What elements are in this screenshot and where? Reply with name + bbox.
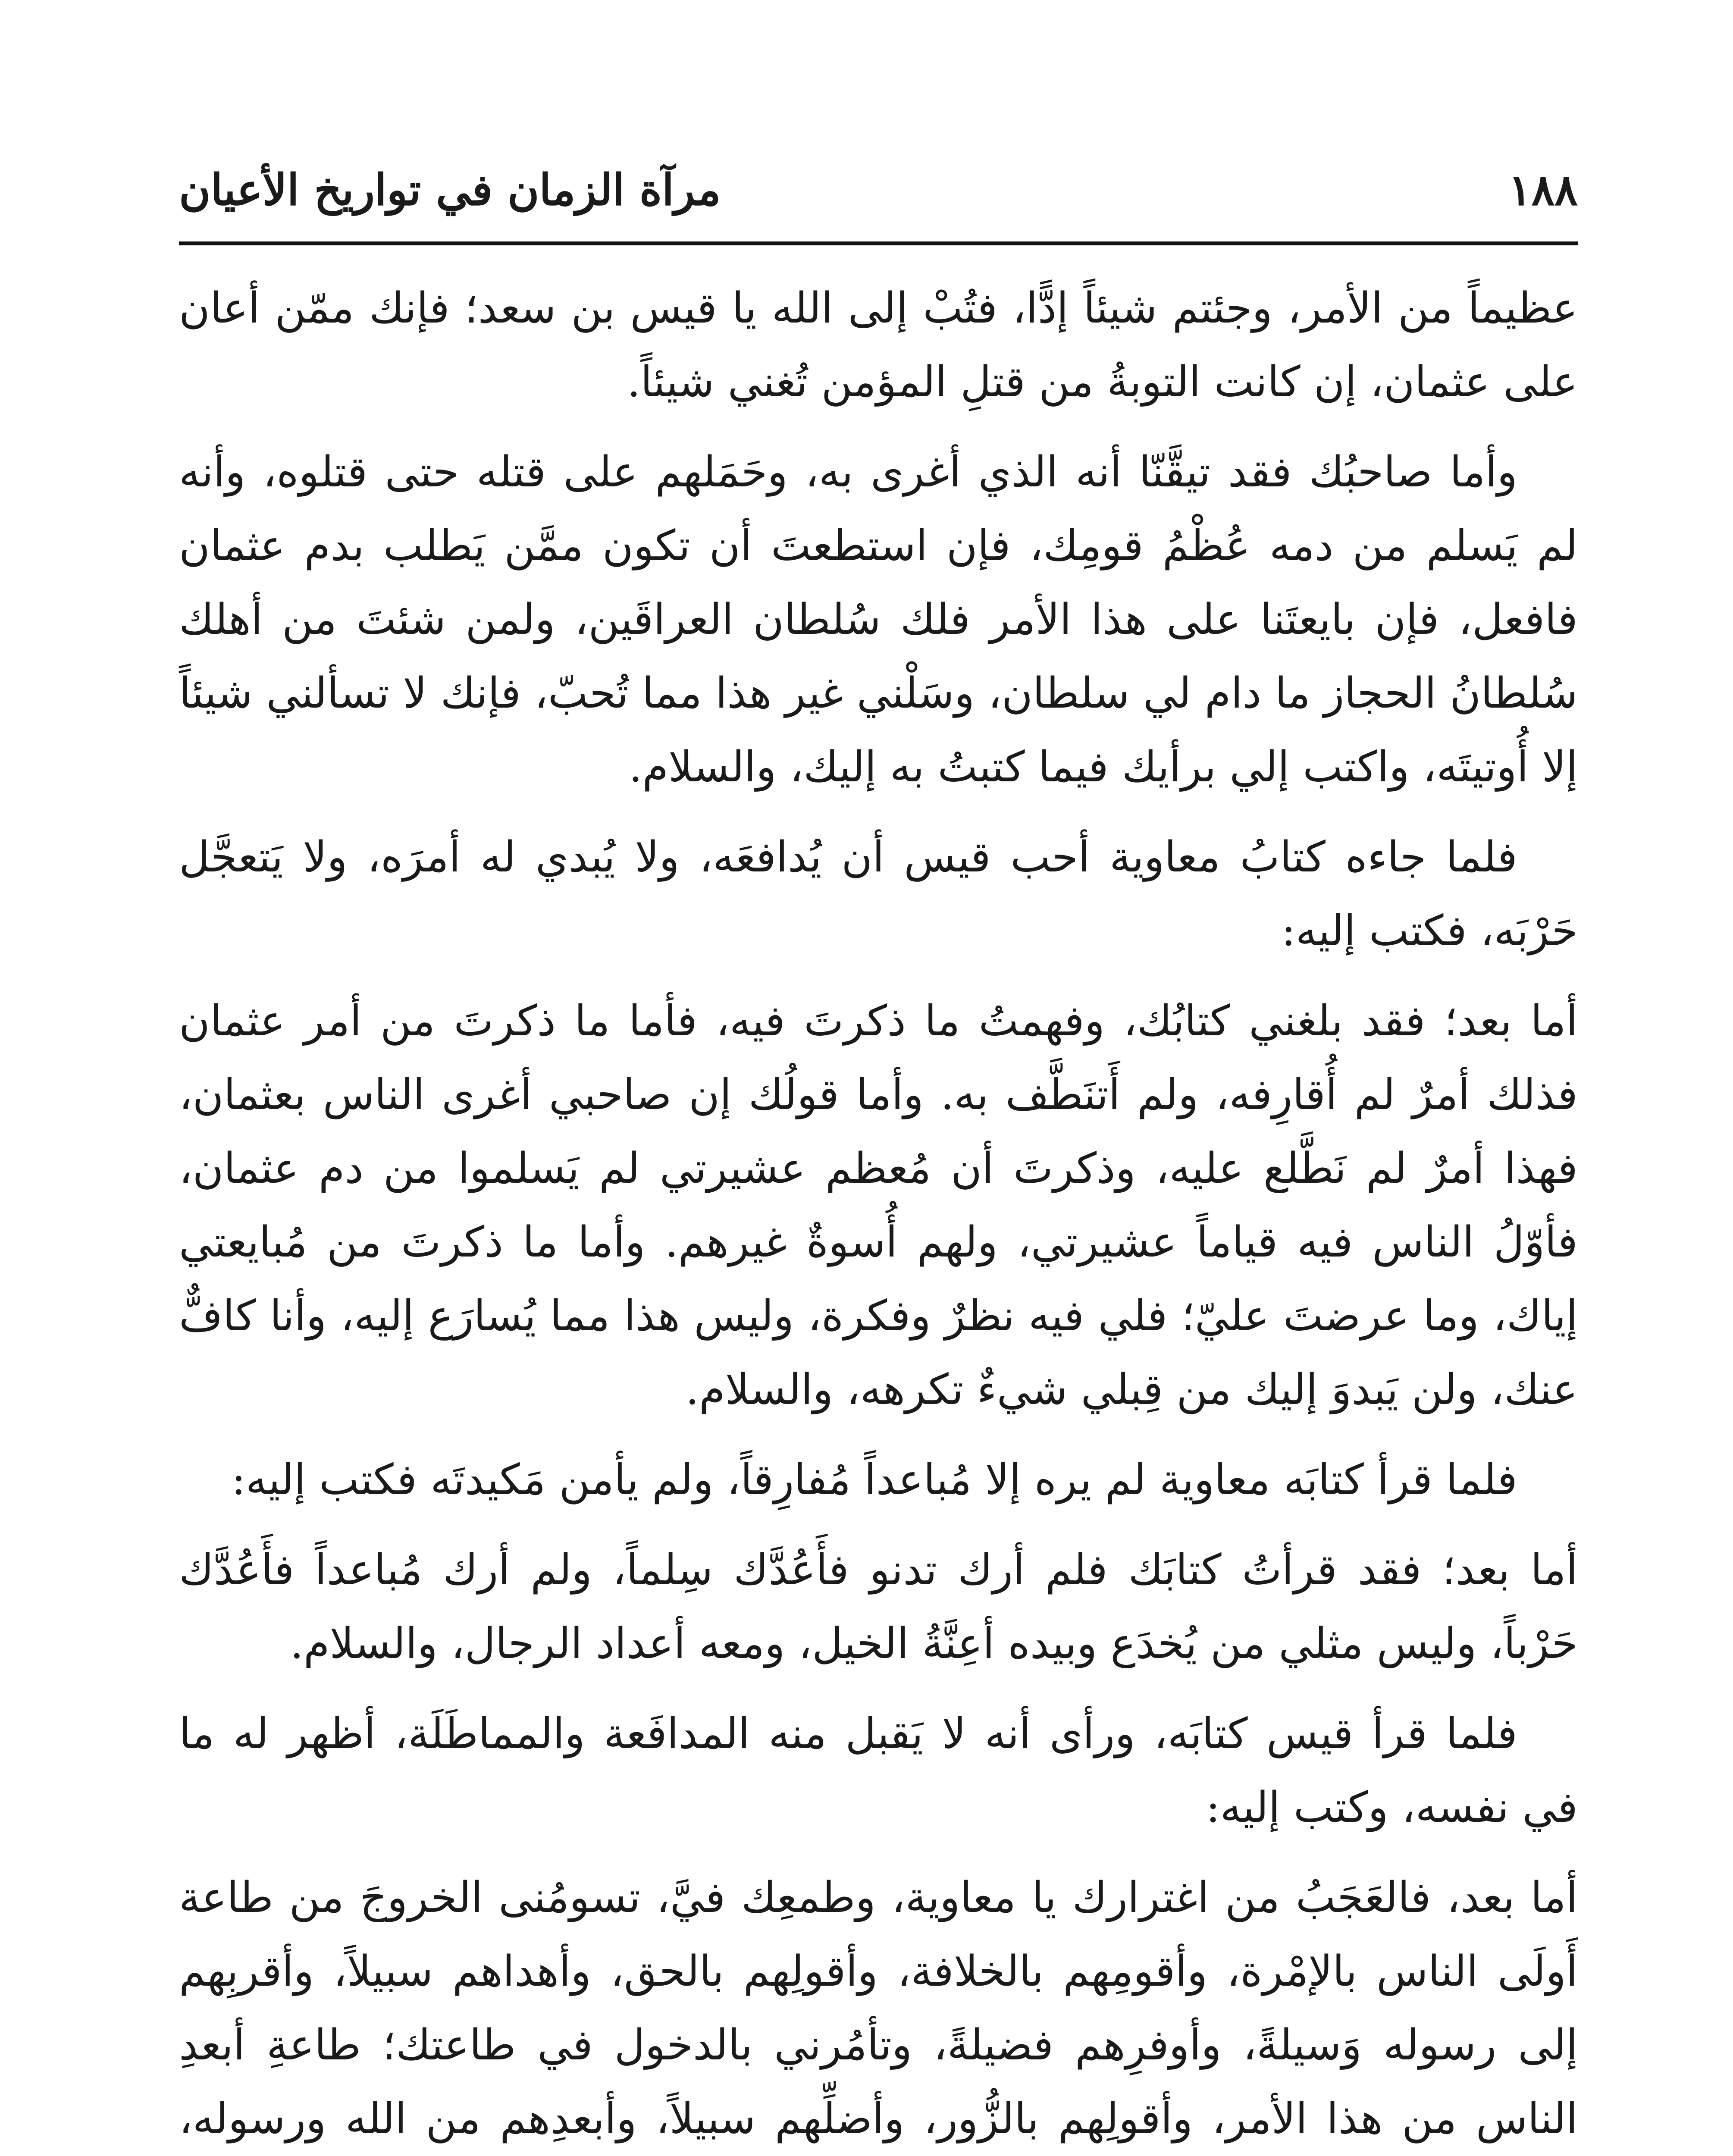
paragraph-7: فلما قرأ قيس كتابَه، ورأى أنه لا يَقبل منه المدافَعة والمماطَلَة، أظهر له ما في نفسه، وكتب إليه: bbox=[179, 1709, 1578, 1832]
paragraph-6-letter: أما بعد؛ فقد قرأتُ كتابَك فلم أرك تدنو فأَعُدَّك سِلماً، ولم أرك مُباعداً فأَعُدَّك حَرْباً، وليس مثلي من يُخدَع وبيده أعِنَّةُ الخيل، ومعه أعداد الرجال، والسلام. bbox=[179, 1545, 1578, 1668]
paragraph-2: وأما صاحبُك فقد تيقَّنّا أنه الذي أغرى به، وحَمَلهم على قتله حتى قتلوه، وأنه لم يَسلم من دمه عُظْمُ قومِك، فإن استطعتَ أن تكون ممَّن يَطلب بدم عثمان فافعل، فإن بايعتَنا على هذا الأمر فلك سُلطان العراقَين، ولمن شئتَ من أهلك سُلطانُ الحجاز ما دام لي سلطان، وسَلْني غير هذا مما تُحبّ، فإنك لا تسألني شيئاً إلا أُوتيتَه، واكتب إلي برأيك فيما كتبتُ به إليك، والسلام. bbox=[179, 448, 1578, 792]
paragraph-4-letter: أما بعد؛ فقد بلغني كتابُك، وفهمتُ ما ذكرتَ فيه، فأما ما ذكرتَ من أمر عثمان فذلك أمرٌ لم أُقارِفه، ولم أَتنَطَّف به. وأما قولُك إن صاحبي أغرى الناس بعثمان، فهذا أمرٌ لم نَطَّلع عليه، وذكرتَ أن مُعظم عشيرتي لم يَسلموا من دم عثمان، فأوّلُ الناس فيه قياماً عشيرتي، ولهم أُسوةٌ غيرهم. وأما ما ذكرتَ من مُبايعتي إياك، وما عرضتَ عليّ؛ فلي فيه نظرٌ وفكرة، وليس هذا مما يُسارَع إليه، وأنا كافٌّ عنك، ولن يَبدوَ إليك من قِبلي شيءٌ تكرهه، والسلام. bbox=[179, 997, 1578, 1414]
paragraph-3: فلما جاءه كتابُ معاوية أحب قيس أن يُدافعَه، ولا يُبدي له أمرَه، ولا يَتعجَّل حَرْبَه، فكتب إليه: bbox=[179, 833, 1578, 956]
paragraph-5: فلما قرأ كتابَه معاوية لم يره إلا مُباعداً مُفارِقاً، ولم يأمن مَكيدتَه فكتب إليه: bbox=[231, 1455, 1517, 1504]
body-text bbox=[179, 272, 1578, 2156]
page-number: ١٨٨ bbox=[1508, 164, 1578, 215]
header-divider bbox=[179, 241, 1578, 245]
page-header bbox=[179, 129, 1578, 241]
paragraph-1: عظيماً من الأمر، وجئتم شيئاً إدًّا، فتُبْ إلى الله يا قيس بن سعد؛ فإنك ممّن أعان على عثمان، إن كانت التوبةُ من قتلِ المؤمن تُغني شيئاً. bbox=[179, 284, 1578, 407]
running-title: مرآة الزمان في تواريخ الأعيان bbox=[179, 164, 721, 215]
paragraph-8-letter: أما بعد، فالعَجَبُ من اغترارك يا معاوية، وطمعِك فيَّ، تسومُنى الخروجَ من طاعة أَولَى الناس بالإمْرة، وأقومِهم بالخلافة، وأقولِهم بالحق، وأهداهم سبيلاً، وأقربِهم إلى رسوله وَسيلةً، وأوفرِهم فضيلةً، وتأمُرني بالدخول في طاعتك؛ طاعةِ أبعدِ الناس من هذا الأمر، وأقولِهم بالزُّور، وأضلِّهم سبيلاً، وأبعدِهم من الله ورسوله، bbox=[179, 1873, 1578, 2143]
